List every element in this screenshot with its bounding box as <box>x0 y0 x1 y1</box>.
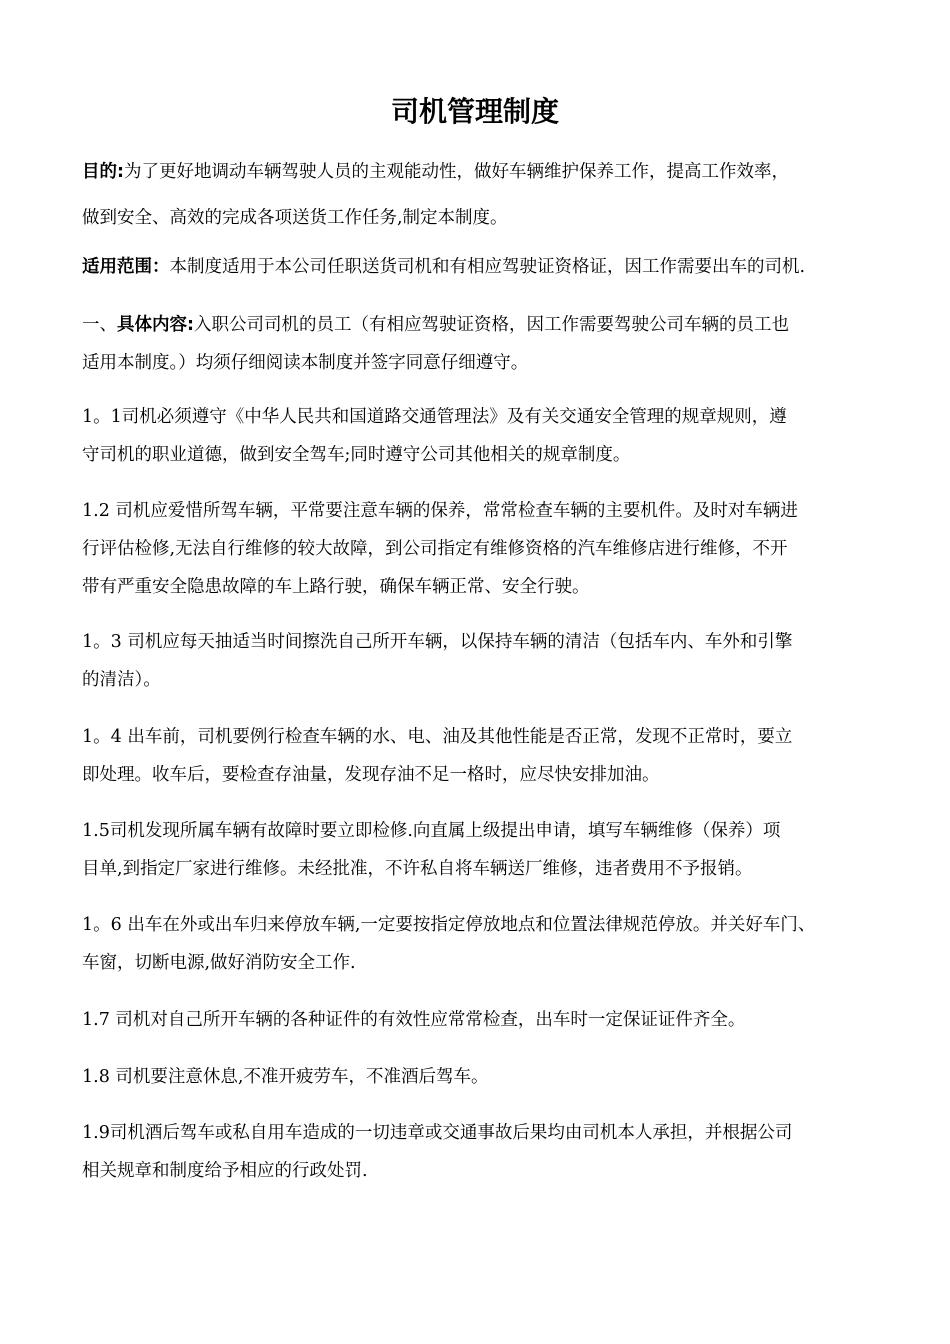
clause-line: 车窗，切断电源,做好消防安全工作. <box>82 953 356 973</box>
clause-1-5 <box>82 812 872 888</box>
section-1-prefix: 一、 <box>82 315 117 335</box>
clause-1-7 <box>82 1001 872 1039</box>
purpose-paragraph <box>82 153 872 191</box>
clause-line: 守司机的职业道德，做到安全驾车;同时遵守公司其他相关的规章制度。 <box>82 445 631 465</box>
clause-line: 1.9司机酒后驾车或私自用车造成的一切违章或交通事故后果均由司机本人承担，并根据公司 <box>82 1123 793 1143</box>
scope-paragraph <box>82 248 872 286</box>
purpose-text-2: 做到安全、高效的完成各项送货工作任务,制定本制度。 <box>82 208 508 228</box>
clause-line: 1.7 司机对自己所开车辆的各种证件的有效性应常常检查，出车时一定保证证件齐全。 <box>82 1010 746 1030</box>
clause-1-3 <box>82 623 872 699</box>
clause-line: 的清洁）。 <box>82 670 161 690</box>
section-1-text-2: 适用本制度。）均须仔细阅读本制度并签字同意仔细遵守。 <box>82 353 529 373</box>
scope-line <box>82 248 872 286</box>
clause-line: 相关规章和制度给予相应的行政处罚. <box>82 1161 368 1181</box>
purpose-label: 目的: <box>82 162 124 182</box>
clause-line: 即处理。收车后，要检查存油量，发现存油不足一格时，应尽快安排加油。 <box>82 765 660 785</box>
clause-line: 带有严重安全隐患故障的车上路行驶，确保车辆正常、安全行驶。 <box>82 577 590 597</box>
clause-line: 1。3 司机应每天抽适当时间擦洗自己所开车辆，以保持车辆的清洁（包括车内、车外和引擎 <box>82 632 793 652</box>
clause-1-9 <box>82 1114 872 1190</box>
clause-line: 1。4 出车前，司机要例行检查车辆的水、电、油及其他性能是否正常，发现不正常时，要立 <box>82 727 793 747</box>
section-1-label: 具体内容: <box>117 315 194 335</box>
clause-line: 1.5司机发现所属车辆有故障时要立即检修.向直属上级提出申请，填写车辆维修（保养）项 <box>82 821 781 841</box>
clause-1-4 <box>82 718 872 794</box>
document-title: 司机管理制度 <box>390 95 559 128</box>
clause-1-6 <box>82 906 872 982</box>
clause-1-1 <box>82 398 872 474</box>
clause-line: 目单,到指定厂家进行维修。未经批准，不许私自将车辆送厂维修，违者费用不予报销。 <box>82 859 753 879</box>
purpose-line-1 <box>82 153 872 191</box>
clause-1-2 <box>82 492 872 606</box>
purpose-text-1: 为了更好地调动车辆驾驶人员的主观能动性，做好车辆维护保养工作，提高工作效率， <box>124 162 789 182</box>
section-1-paragraph <box>82 306 872 382</box>
section-1-text-1: 入职公司司机的员工（有相应驾驶证资格，因工作需要驾驶公司车辆的员工也 <box>194 315 789 335</box>
scope-label: 适用范围： <box>82 257 170 277</box>
clause-line: 1。1司机必须遵守《中华人民共和国道路交通管理法》及有关交通安全管理的规章规则，遵 <box>82 407 787 427</box>
section-1-line-1 <box>82 306 872 344</box>
clause-1-8 <box>82 1058 872 1096</box>
clause-line: 1。6 出车在外或出车归来停放车辆,一定要按指定停放地点和位置法律规范停放。并关好车门、 <box>82 915 816 935</box>
purpose-paragraph-cont <box>82 199 872 237</box>
clause-line: 行评估检修,无法自行维修的较大故障，到公司指定有维修资格的汽车维修店进行维修，不开 <box>82 539 788 559</box>
scope-text: 本制度适用于本公司任职送货司机和有相应驾驶证资格证，因工作需要出车的司机. <box>169 257 806 277</box>
clause-line: 1.2 司机应爱惜所驾车辆，平常要注意车辆的保养，常常检查车辆的主要机件。及时对车辆进 <box>82 501 798 521</box>
clause-line: 1.8 司机要注意休息,不准开疲劳车，不准酒后驾车。 <box>82 1067 489 1087</box>
